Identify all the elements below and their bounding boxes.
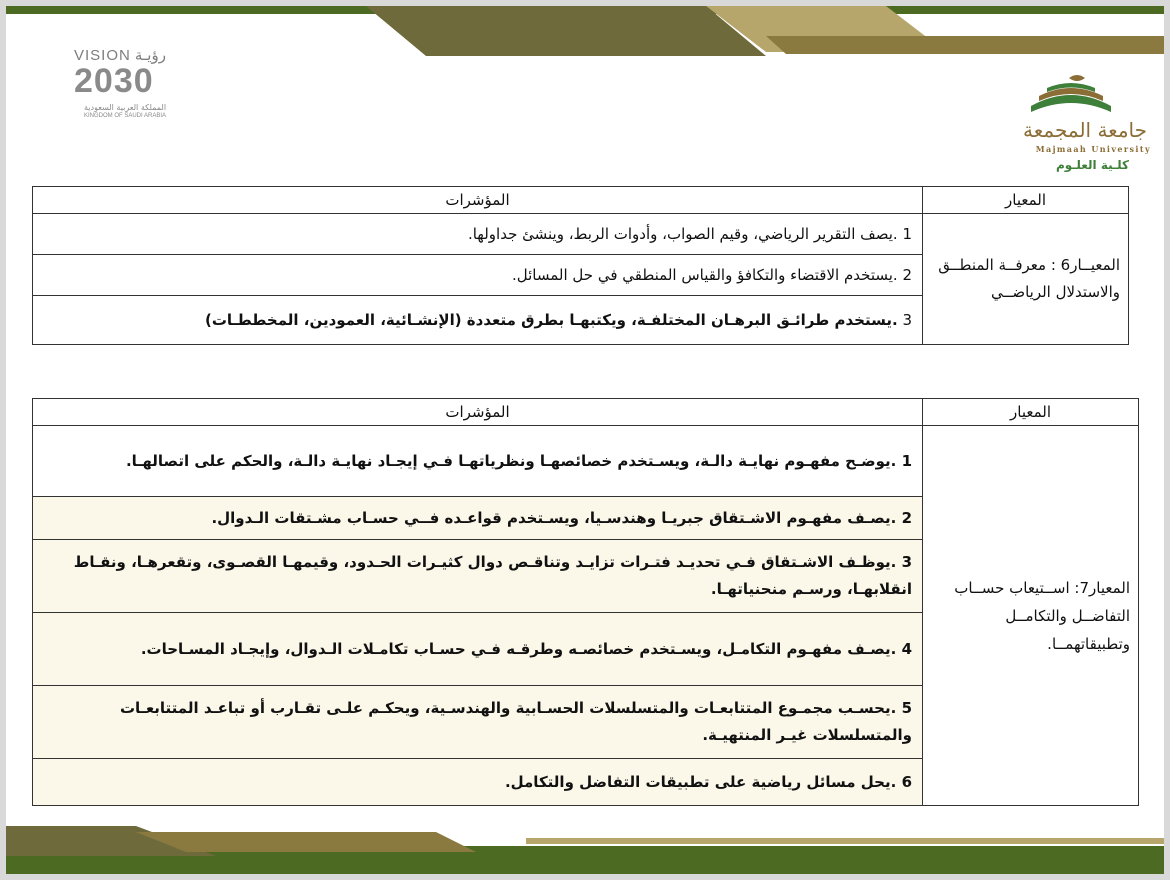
university-name-arabic: جامعة المجمعة [1023,118,1147,142]
indicator-cell: 4 .يصـف مفهـوم التكامـل، ويسـتخدم خصائصـه وطرقـه فـي حسـاب تكامـلات الـدوال، وإيجـاد المسـاحات. [33,613,923,686]
standard-header: المعيار [923,187,1129,214]
university-logo [991,66,1161,176]
standard-6-table [32,186,1129,345]
vision-year: 2030 [74,62,154,100]
standard-7-table [32,398,1139,806]
indicators-header: المؤشرات [33,187,923,214]
vision-2030-logo [74,46,204,126]
standard-header: المعيار [923,399,1139,426]
slide [6,6,1164,874]
book-emblem-icon [991,66,1161,121]
indicator-cell: 1 .يصف التقرير الرياضي، وقيم الصواب، وأدوات الربط، وينشئ جداولها. [33,214,923,255]
kingdom-arabic: المملكة العربية السعودية [84,103,167,112]
indicator-cell: 3 .يستخدم طرائـق البرهـان المختلفـة، ويكتبهـا بطرق متعددة (الإنشـائية، العمودين، المخططـات) [33,296,923,345]
indicator-cell: 3 .يوظـف الاشـتقاق فـي تحديـد فتـرات تزايـد وتناقـص دوال كثيـرات الحـدود، وقيمهـا القصـوى، وتقعرهـا، ونقـاط انقلابهـا، ورسـم منحنياتهـا. [33,540,923,613]
indicator-cell: 2 .يستخدم الاقتضاء والتكافؤ والقياس المنطقي في حل المسائل. [33,255,923,296]
indicator-cell: 1 .يوضـح مفهـوم نهايـة دالـة، ويسـتخدم خصائصهـا ونظرياتهـا فـي إيجـاد نهايـة دالـة، والحكم على اتصالهـا. [33,426,923,497]
indicator-cell: 5 .يحسـب مجمـوع المتتابعـات والمتسلسلات الحسـابية والهندسـية، ويحكـم علـى تقـارب أو تباعـد المتتابعـات والمتسلسلات غيـر المنتهيـة. [33,686,923,759]
table-row [33,426,1139,497]
vision-title: VISION رؤيـة [74,46,166,64]
table-row [33,214,1129,255]
indicator-cell: 2 .يصـف مفهـوم الاشـتقاق جبريـا وهندسـيا، ويسـتخدم قواعـده فــي حسـاب مشـتقات الـدوال. [33,497,923,540]
college-name: كلـية العلـوم [1055,158,1129,172]
indicator-cell: 6 .يحل مسائل رياضية على تطبيقات التفاضل والتكامل. [33,759,923,806]
standard-cell: المعيــار6 : معرفــة المنطــق والاستدلال الرياضــي [923,214,1129,345]
university-name-english: Majmaah University [1035,144,1151,154]
indicators-header: المؤشرات [33,399,923,426]
standard-cell: المعيار7: اســتيعاب حســاب التفاضــل والتكامــل وتطبيقاتهمــا. [923,426,1139,806]
kingdom-english: KINGDOM OF SAUDI ARABIA [84,113,167,119]
